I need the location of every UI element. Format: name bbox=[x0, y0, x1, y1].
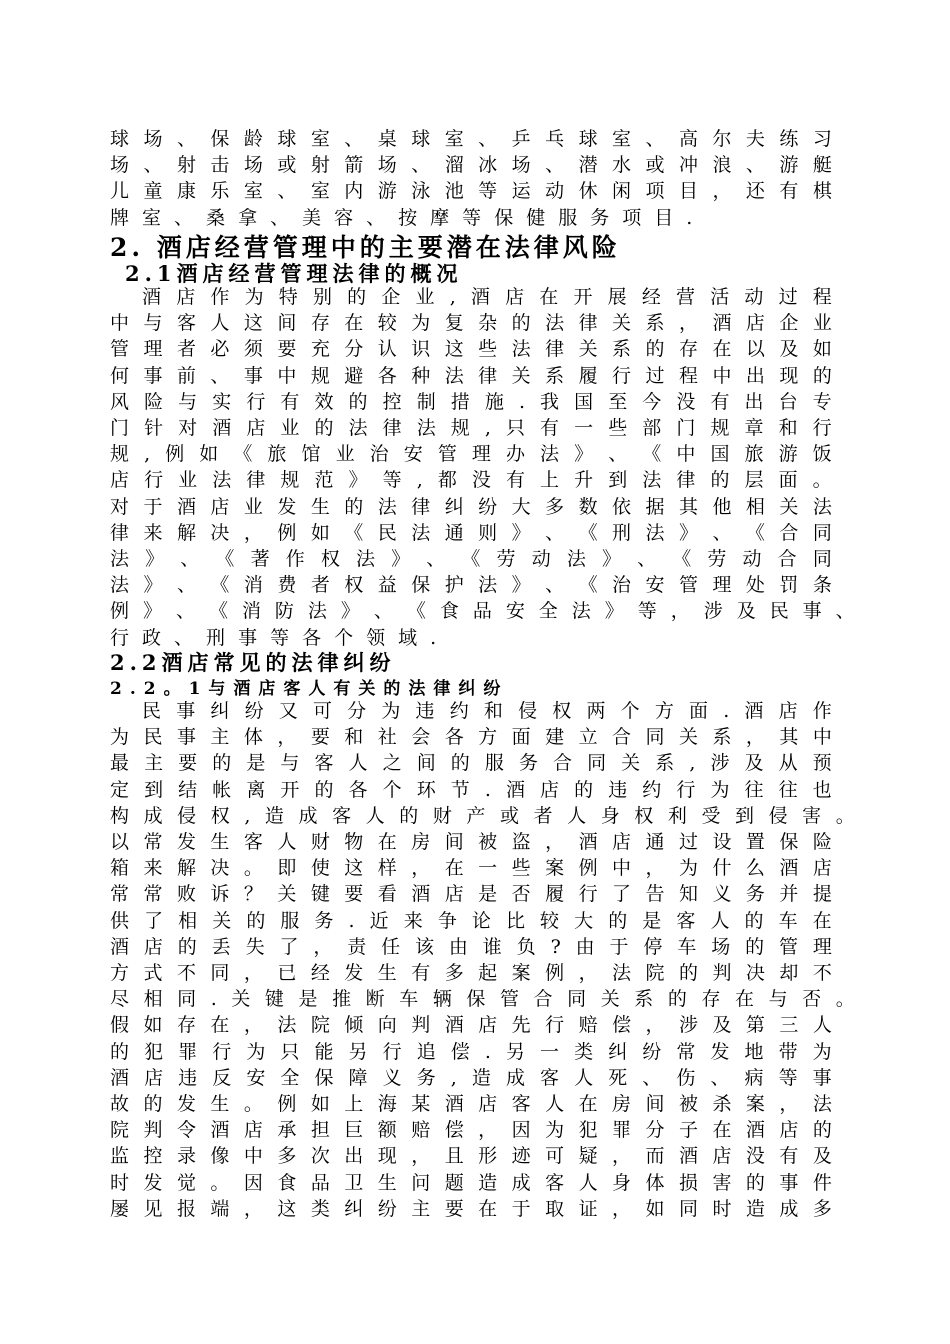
text-line: 构 成 侵 权 , 造 成 客 人 的 财 产 或 者 人 身 权 利 受 到 侵 害 。 bbox=[110, 804, 855, 827]
text-line: 店 行 业 法 律 规 范 》 等 , 都 没 有 上 升 到 法 律 的 层 面 。 bbox=[110, 469, 832, 492]
text-line: 法 》 、 《 消 费 者 权 益 保 护 法 》 、 《 治 安 管 理 处 罚 条 bbox=[110, 574, 832, 597]
heading-section-2-2-1: 2.2。1与酒店客人有关的法律纠纷 bbox=[110, 679, 509, 699]
text-line: 法 》 、 《 著 作 权 法 》 、 《 劳 动 法 》 、 《 劳 动 合 同 bbox=[110, 548, 832, 570]
text-line: 故 的 发 生 。 例 如 上 海 某 酒 店 客 人 在 房 间 被 杀 案 ， 法 bbox=[110, 1093, 832, 1115]
text-line: 何 事 前 、 事 中 规 避 各 种 法 律 关 系 履 行 过 程 中 出 现 的 bbox=[110, 364, 832, 387]
text-line: 例 》 、 《 消 防 法 》 、 《 食 品 安 全 法 》 等 ， 涉 及 民 事 、 bbox=[110, 600, 855, 623]
text-line: 定 到 结 帐 离 开 的 各 个 环 节 . 酒 店 的 违 约 行 为 往 往 也 bbox=[110, 778, 832, 801]
text-line: 律 来 解 决 ， 例 如 《 民 法 通 则 》 、 《 刑 法 》 、 《 合 同 bbox=[110, 521, 832, 544]
text-line: 门 针 对 酒 店 业 的 法 律 法 规 , 只 有 一 些 部 门 规 章 和 行 bbox=[110, 417, 832, 439]
text-line: 风 险 与 实 行 有 效 的 控 制 措 施 . 我 国 至 今 没 有 出 台 专 bbox=[110, 390, 832, 413]
text-line: 方 式 不 同 ， 已 经 发 生 有 多 起 案 例 ， 法 院 的 判 决 却 不 bbox=[110, 962, 832, 984]
heading-section-2-1: 2.1酒店经营管理法律的概况 bbox=[125, 261, 463, 286]
text-line: 箱 来 解 决 。 即 使 这 样 ， 在 一 些 案 例 中 ， 为 什 么 酒 店 bbox=[110, 857, 832, 880]
text-line: 管 理 者 必 须 要 充 分 认 识 这 些 法 律 关 系 的 存 在 以 及 如 bbox=[110, 338, 832, 361]
text-line: 行 政 、 刑 事 等 各 个 领 域 . bbox=[110, 626, 450, 649]
text-line: 牌 室 、 桑 拿 、 美 容 、 按 摩 等 保 健 服 务 项 目 . bbox=[110, 206, 706, 229]
text-line: 儿 童 康 乐 室 、 室 内 游 泳 池 等 运 动 休 闲 项 目 ， 还 有 棋 bbox=[110, 180, 832, 203]
text-line: 时 发 觉 。 因 食 品 卫 生 问 题 造 成 客 人 身 体 损 害 的 事 件 bbox=[110, 1171, 832, 1194]
text-line: 院 判 令 酒 店 承 担 巨 额 赔 偿 ， 因 为 犯 罪 分 子 在 酒 店 的 bbox=[110, 1119, 832, 1142]
text-line: 尽 相 同 . 关 键 是 推 断 车 辆 保 管 合 同 关 系 的 存 在 与 否 。 bbox=[110, 988, 855, 1011]
heading-section-2-2: 2.2酒店常见的法律纠纷 bbox=[110, 650, 396, 675]
text-line: 场 、 射 击 场 或 射 箭 场 、 溜 冰 场 、 潜 水 或 冲 浪 、 游 艇 bbox=[110, 154, 832, 177]
text-line: 常 常 败 诉 ？ 关 键 要 看 酒 店 是 否 履 行 了 告 知 义 务 并 提 bbox=[110, 883, 832, 906]
text-line: 监 控 录 像 中 多 次 出 现 ， 且 形 迹 可 疑 ， 而 酒 店 没 有 及 bbox=[110, 1145, 832, 1168]
text-line: 中 与 客 人 这 间 存 在 较 为 复 杂 的 法 律 关 系 ， 酒 店 企 业 bbox=[110, 312, 832, 335]
text-line: 供 了 相 关 的 服 务 . 近 来 争 论 比 较 大 的 是 客 人 的 车 在 bbox=[110, 909, 832, 932]
text-line: 规 , 例 如 《 旅 馆 业 治 安 管 理 办 法 》 、 《 中 国 旅 游 饭 bbox=[110, 443, 832, 466]
text-line: 以 常 发 生 客 人 财 物 在 房 间 被 盗 ， 酒 店 通 过 设 置 保 险 bbox=[110, 831, 832, 853]
text-line: 对 于 酒 店 业 发 生 的 法 律 纠 纷 大 多 数 依 据 其 他 相 关 法 bbox=[110, 495, 832, 518]
text-line: 民 事 纠 纷 又 可 分 为 违 约 和 侵 权 两 个 方 面 . 酒 店 作 bbox=[142, 700, 832, 722]
text-line: 酒 店 作 为 特 别 的 企 业 , 酒 店 在 开 展 经 营 活 动 过 程 bbox=[142, 286, 832, 308]
text-line: 的 犯 罪 行 为 只 能 另 行 追 偿 . 另 一 类 纠 纷 常 发 地 带 为 bbox=[110, 1040, 832, 1063]
text-line: 球 场 、 保 龄 球 室 、 桌 球 室 、 乒 乓 球 室 、 高 尔 夫 练 习 bbox=[110, 128, 832, 150]
text-line: 酒 店 违 反 安 全 保 障 义 务 , 造 成 客 人 死 、 伤 、 病 等 事 bbox=[110, 1066, 832, 1089]
text-line: 最 主 要 的 是 与 客 人 之 间 的 服 务 合 同 关 系 , 涉 及 从 预 bbox=[110, 752, 832, 775]
text-line: 屡 见 报 端 ， 这 类 纠 纷 主 要 在 于 取 证 ， 如 同 时 造 成 多 bbox=[110, 1197, 832, 1220]
text-line: 酒 店 的 丢 失 了 ， 责 任 该 由 谁 负 ? 由 于 停 车 场 的 管 理 bbox=[110, 935, 832, 958]
heading-section-2: 2. 酒店经营管理中的主要潜在法律风险 bbox=[110, 233, 621, 262]
text-line: 假 如 存 在 ， 法 院 倾 向 判 酒 店 先 行 赔 偿 ， 涉 及 第 三 人 bbox=[110, 1014, 832, 1037]
text-line: 为 民 事 主 体 ， 要 和 社 会 各 方 面 建 立 合 同 关 系 ， 其 中 bbox=[110, 726, 832, 749]
